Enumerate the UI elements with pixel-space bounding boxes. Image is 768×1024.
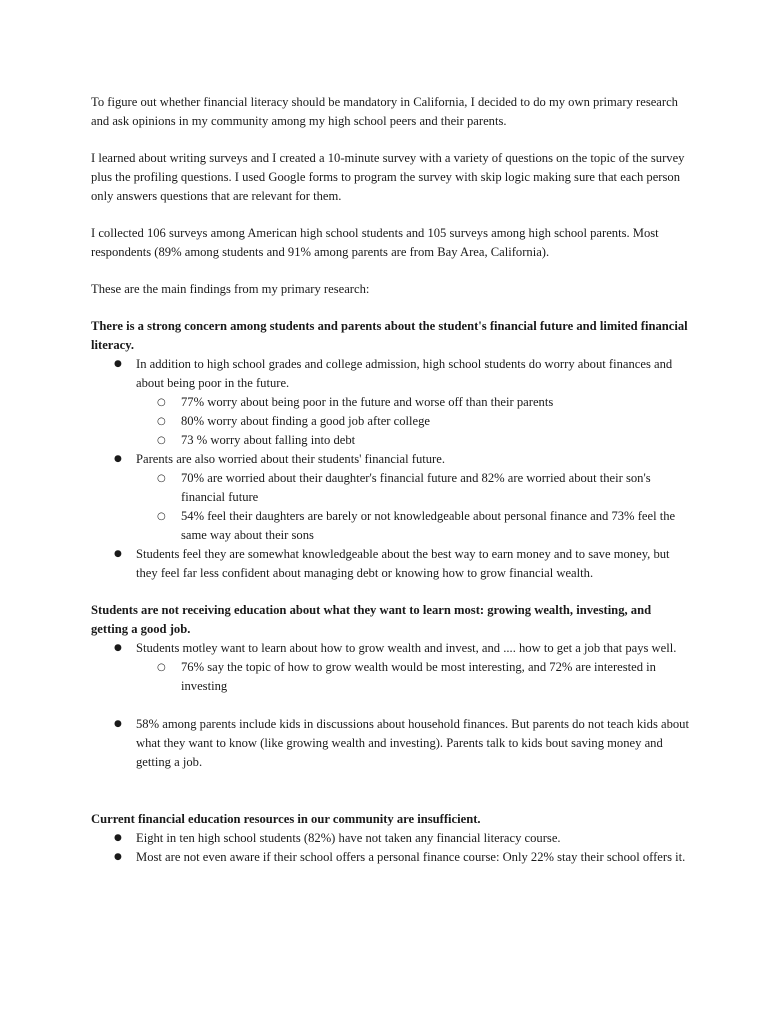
sub-list-item: ○ 77% worry about being poor in the future and worse off than their parents xyxy=(136,393,691,412)
sub-list-item: ○ 73 % worry about falling into debt xyxy=(136,431,691,450)
bullet-list xyxy=(91,715,691,772)
list-item-text: Parents are also worried about their students' financial future. xyxy=(136,452,445,466)
list-item xyxy=(91,545,691,583)
list-item xyxy=(91,450,691,545)
sub-bullet-list xyxy=(136,469,691,545)
list-item xyxy=(91,715,691,772)
sub-list-item: ○ 70% are worried about their daughter's financial future and 82% are worried about their son's financial future xyxy=(136,469,691,507)
section-heading: There is a strong concern among students and parents about the student's financial future and limited financial literacy. xyxy=(91,319,688,352)
spacer xyxy=(91,696,691,715)
list-item-text: Students motley want to learn about how to grow wealth and invest, and .... how to get a job that pays well. xyxy=(136,641,677,655)
bullet-list xyxy=(91,829,691,867)
list-item: ● Most are not even aware if their school offers a personal finance course: Only 22% stay their school offers it. xyxy=(91,848,691,867)
spacer xyxy=(91,772,691,791)
sample-paragraph: I collected 106 surveys among American high school students and 105 surveys among high school parents. Most respondents (89% among students and 91% among parents are from Bay Area, California). xyxy=(91,226,659,259)
sub-list-item: ○ 54% feel their daughters are barely or not knowledgeable about personal finance and 73% feel the same way about their sons xyxy=(136,507,691,545)
findings-intro-paragraph: These are the main findings from my primary research: xyxy=(91,282,370,296)
list-item xyxy=(91,639,691,696)
sub-bullet-list xyxy=(136,658,691,696)
list-item-text: In addition to high school grades and college admission, high school students do worry about finances and about being poor in the future. xyxy=(136,357,673,390)
bullet-list xyxy=(91,639,691,696)
list-item-text: 58% among parents include kids in discussions about household finances. But parents do not teach kids about what they want to know (like growing wealth and investing). Parents talk to kids bout saving money and getting a job. xyxy=(136,717,689,769)
section-heading: Current financial education resources in our community are insufficient. xyxy=(91,812,481,826)
survey-method-paragraph: I learned about writing surveys and I created a 10-minute survey with a variety of questions on the topic of the survey plus the profiling questions. I used Google forms to program the survey with skip logic making sure that each person only answers questions that are relevant for them. xyxy=(91,151,685,203)
document-body xyxy=(91,93,691,867)
intro-paragraph: To figure out whether financial literacy should be mandatory in California, I decided to do my own primary research and ask opinions in my community among my high school peers and their parents. xyxy=(91,95,678,128)
list-item xyxy=(91,355,691,450)
bullet-list xyxy=(91,355,691,583)
sub-bullet-list xyxy=(136,393,691,450)
sub-list-item: ○ 80% worry about finding a good job after college xyxy=(136,412,691,431)
section-heading: Students are not receiving education about what they want to learn most: growing wealth, investing, and getting a good job. xyxy=(91,603,652,636)
spacer xyxy=(91,791,691,810)
list-item-text: Students feel they are somewhat knowledgeable about the best way to earn money and to save money, but they feel far less confident about managing debt or knowing how to grow financial wealth. xyxy=(136,547,670,580)
sub-list-item: ○ 76% say the topic of how to grow wealth would be most interesting, and 72% are interested in investing xyxy=(136,658,691,696)
list-item: ● Eight in ten high school students (82%) have not taken any financial literacy course. xyxy=(91,829,691,848)
